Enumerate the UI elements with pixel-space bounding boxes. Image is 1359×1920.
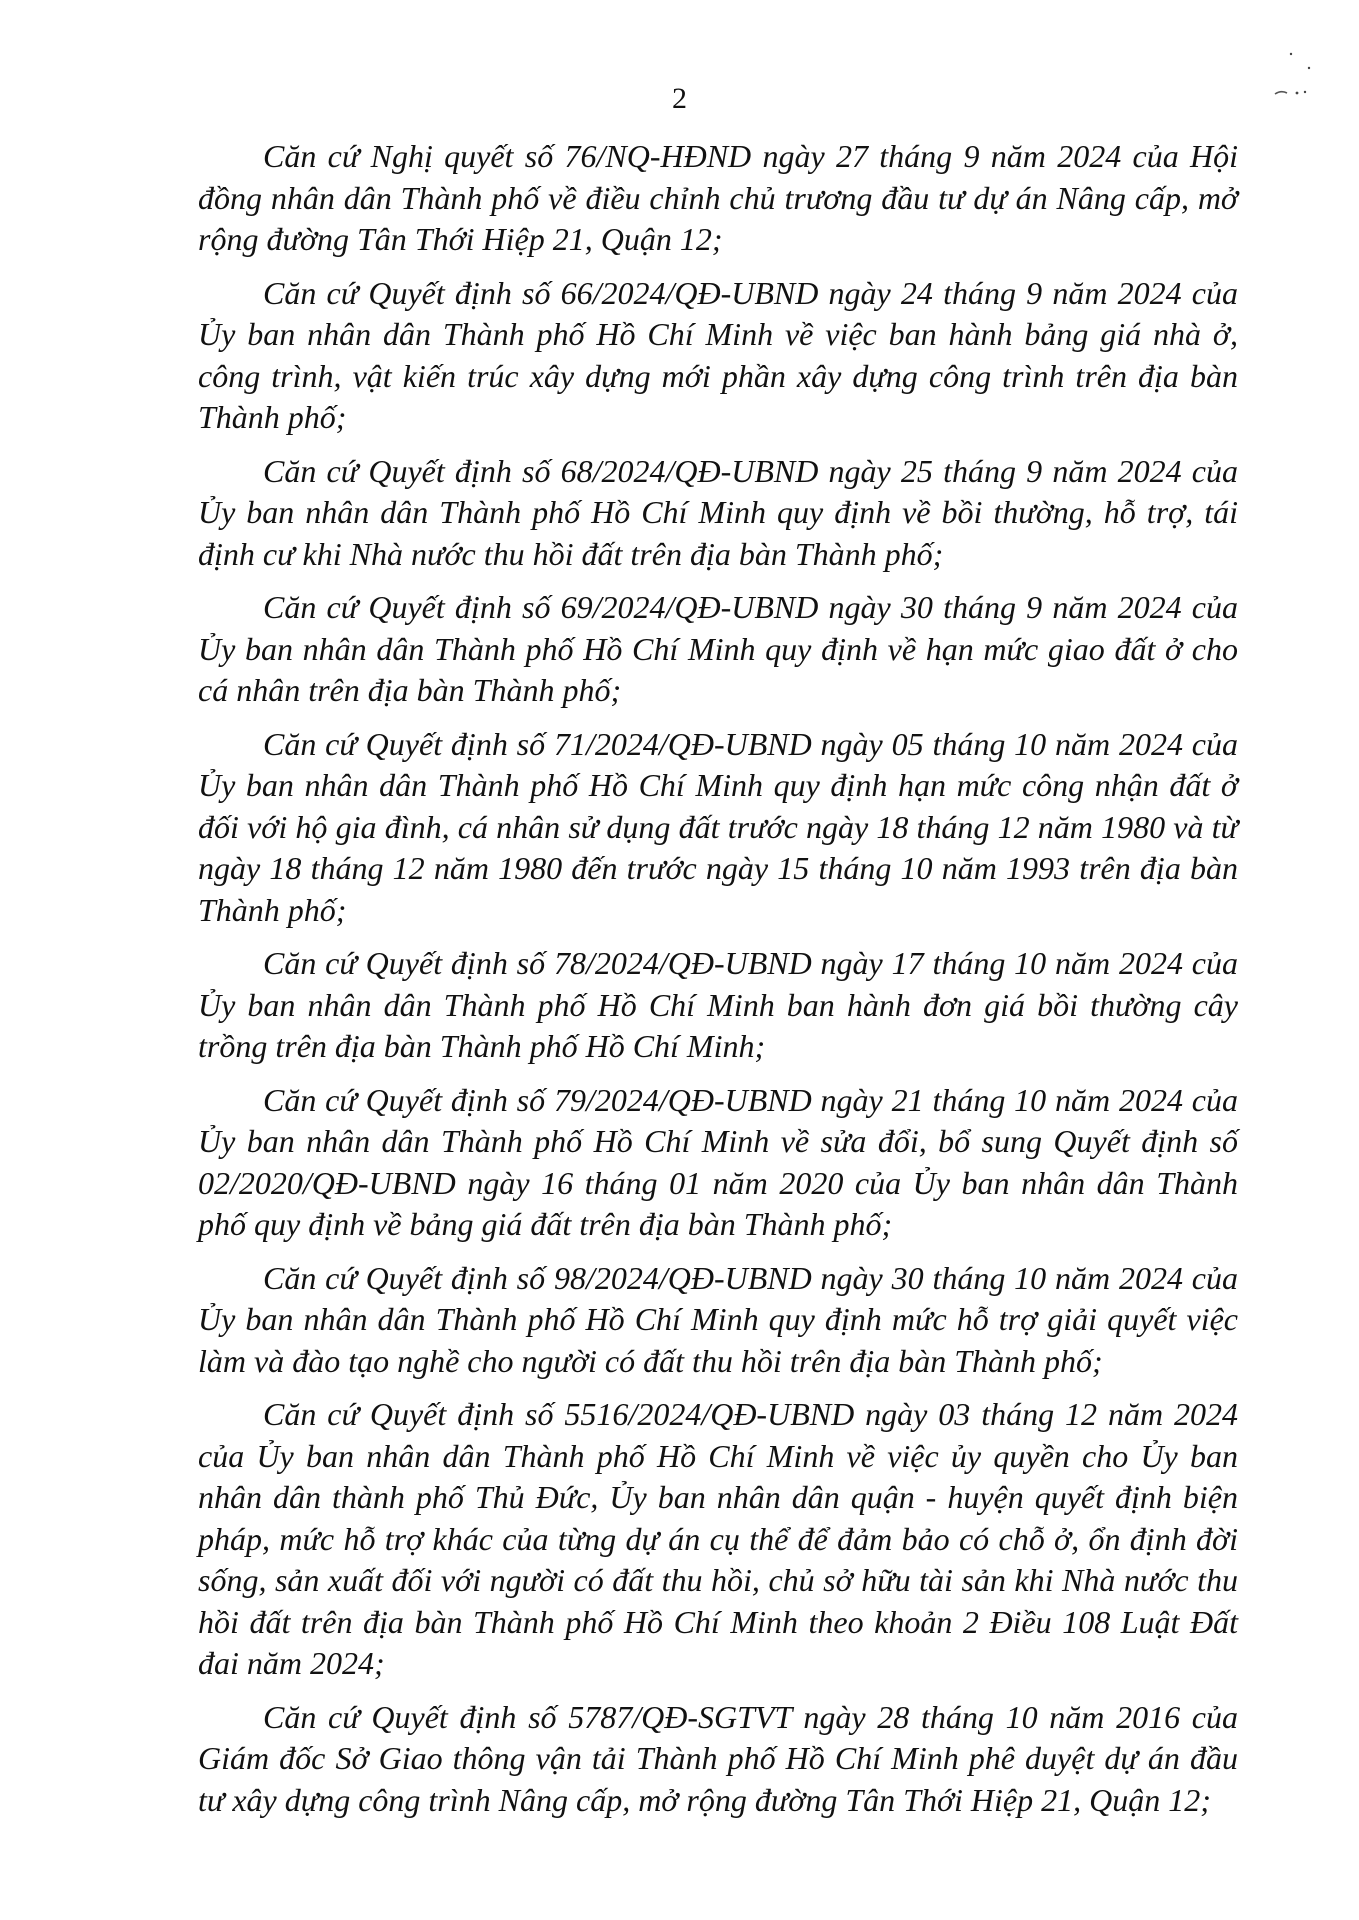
legal-basis-paragraph: Căn cứ Quyết định số 68/2024/QĐ-UBND ngày 25 tháng 9 năm 2024 của Ủy ban nhân dân Thành phố Hồ Chí Minh quy định về bồi thường, hỗ trợ, tái định cư khi Nhà nước thu hồi đất trên địa bàn Thành phố; [198, 452, 1238, 572]
legal-basis-paragraph: Căn cứ Quyết định số 5516/2024/QĐ-UBND ngày 03 tháng 12 năm 2024 của Ủy ban nhân dân Thành phố Hồ Chí Minh về việc ủy quyền cho Ủy ban nhân dân thành phố Thủ Đức, Ủy ban nhân dân quận - huyện quyết định biện pháp, mức hỗ trợ khác của từng dự án cụ thể để đảm bảo có chỗ ở, ổn định đời sống, sản xuất đối với người có đất thu hồi, chủ sở hữu tài sản khi Nhà nước thu hồi đất trên địa bàn Thành phố Hồ Chí Minh theo khoản 2 Điều 108 Luật Đất đai năm 2024; [198, 1396, 1238, 1681]
legal-basis-paragraph: Căn cứ Quyết định số 69/2024/QĐ-UBND ngày 30 tháng 9 năm 2024 của Ủy ban nhân dân Thành phố Hồ Chí Minh quy định về hạn mức giao đất ở cho cá nhân trên địa bàn Thành phố; [198, 589, 1238, 708]
legal-basis-paragraph: Căn cứ Quyết định số 98/2024/QĐ-UBND ngày 30 tháng 10 năm 2024 của Ủy ban nhân dân Thành phố Hồ Chí Minh quy định mức hỗ trợ giải quyết việc làm và đào tạo nghề cho người có đất thu hồi trên địa bàn Thành phố; [198, 1259, 1238, 1379]
legal-basis-paragraph: Căn cứ Quyết định số 71/2024/QĐ-UBND ngày 05 tháng 10 năm 2024 của Ủy ban nhân dân Thành phố Hồ Chí Minh quy định hạn mức công nhận đất ở đối với hộ gia đình, cá nhân sử dụng đất trước ngày 18 tháng 12 năm 1980 và từ ngày 18 tháng 12 năm 1980 đến trước ngày 15 tháng 10 năm 1993 trên địa bàn Thành phố; [198, 725, 1238, 928]
legal-basis-paragraph: Căn cứ Quyết định số 5787/QĐ-SGTVT ngày 28 tháng 10 năm 2016 của Giám đốc Sở Giao thông vận tải Thành phố Hồ Chí Minh phê duyệt dự án đầu tư xây dựng công trình Nâng cấp, mở rộng đường Tân Thới Hiệp 21, Quận 12; [198, 1698, 1238, 1818]
legal-basis-paragraph: Căn cứ Quyết định số 66/2024/QĐ-UBND ngày 24 tháng 9 năm 2024 của Ủy ban nhân dân Thành phố Hồ Chí Minh về việc ban hành bảng giá nhà ở, công trình, vật kiến trúc xây dựng mới phần xây dựng công trình trên địa bàn Thành phố; [198, 274, 1238, 435]
document-body [198, 136, 1238, 1833]
legal-basis-paragraph: Căn cứ Quyết định số 79/2024/QĐ-UBND ngày 21 tháng 10 năm 2024 của Ủy ban nhân dân Thành phố Hồ Chí Minh về sửa đổi, bổ sung Quyết định số 02/2020/QĐ-UBND ngày 16 tháng 01 năm 2020 của Ủy ban nhân dân Thành phố quy định về bảng giá đất trên địa bàn Thành phố; [198, 1081, 1238, 1242]
legal-basis-paragraph: Căn cứ Quyết định số 78/2024/QĐ-UBND ngày 17 tháng 10 năm 2024 của Ủy ban nhân dân Thành phố Hồ Chí Minh ban hành đơn giá bồi thường cây trồng trên địa bàn Thành phố Hồ Chí Minh; [198, 945, 1238, 1064]
legal-basis-paragraph: Căn cứ Nghị quyết số 76/NQ-HĐND ngày 27 tháng 9 năm 2024 của Hội đồng nhân dân Thành phố về điều chỉnh chủ trương đầu tư dự án Nâng cấp, mở rộng đường Tân Thới Hiệp 21, Quận 12; [198, 138, 1238, 257]
page-number: 2 [672, 82, 687, 115]
scan-marks [1249, 46, 1319, 116]
